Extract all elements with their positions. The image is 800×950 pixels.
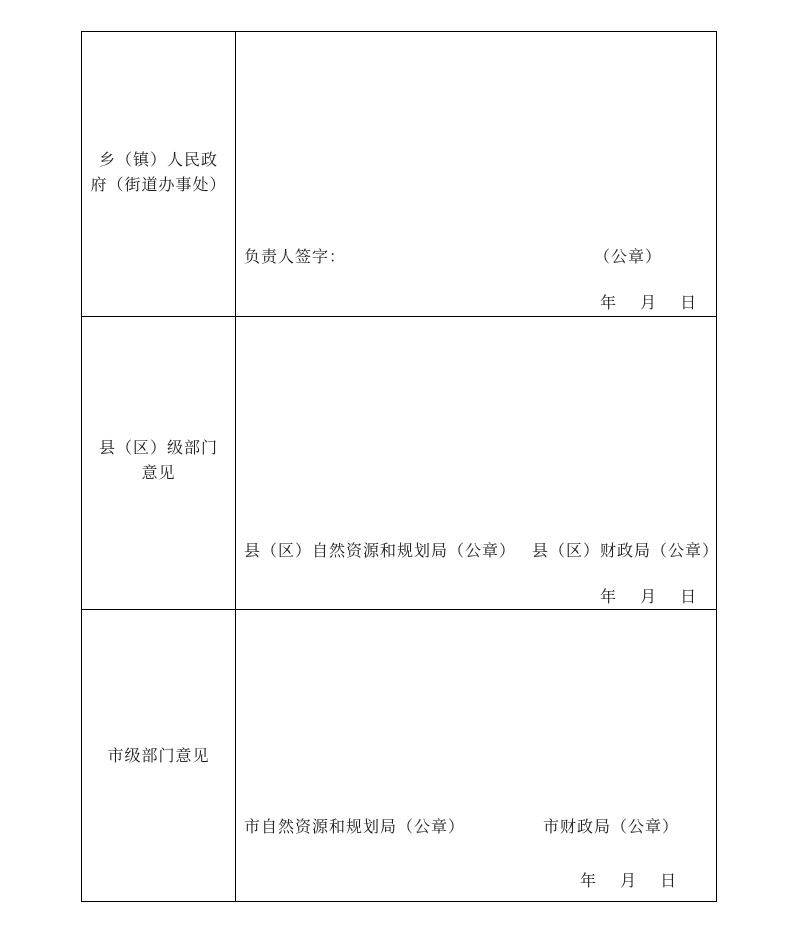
county-natural-resources-bureau-seal: 县（区）自然资源和规划局（公章） (244, 541, 517, 560)
approval-form-table (81, 31, 720, 902)
county-label-line2: 意见 (141, 463, 176, 482)
county-department-label-cell (82, 317, 236, 609)
county-department-label (88, 435, 229, 485)
county-label-line1: 县（区）级部门 (98, 438, 218, 457)
township-government-label (88, 147, 229, 197)
township-government-opinion-cell[interactable] (236, 32, 716, 316)
county-finance-bureau-seal: 县（区）财政局（公章） (532, 541, 720, 560)
city-date-label: 年 月 日 (580, 871, 678, 890)
township-date-label: 年 月 日 (600, 293, 698, 312)
township-government-label-cell (82, 32, 236, 316)
county-department-opinion-cell[interactable] (236, 317, 720, 609)
city-finance-bureau-seal: 市财政局（公章） (543, 817, 680, 836)
township-label-line1: 乡（镇）人民政 (98, 150, 218, 169)
city-department-label-cell (82, 610, 236, 901)
city-department-label: 市级部门意见 (107, 746, 210, 765)
township-seal-label: （公章） (594, 247, 663, 266)
responsible-person-signature-label: 负责人签字： (244, 247, 347, 266)
county-date-label: 年 月 日 (600, 587, 698, 606)
township-government-row (82, 32, 716, 316)
city-natural-resources-bureau-seal: 市自然资源和规划局（公章） (244, 817, 466, 836)
county-department-row (82, 316, 720, 609)
township-label-line2: 府（街道办事处） (90, 175, 227, 194)
city-department-row (82, 609, 716, 901)
city-department-opinion-cell[interactable] (236, 610, 716, 901)
